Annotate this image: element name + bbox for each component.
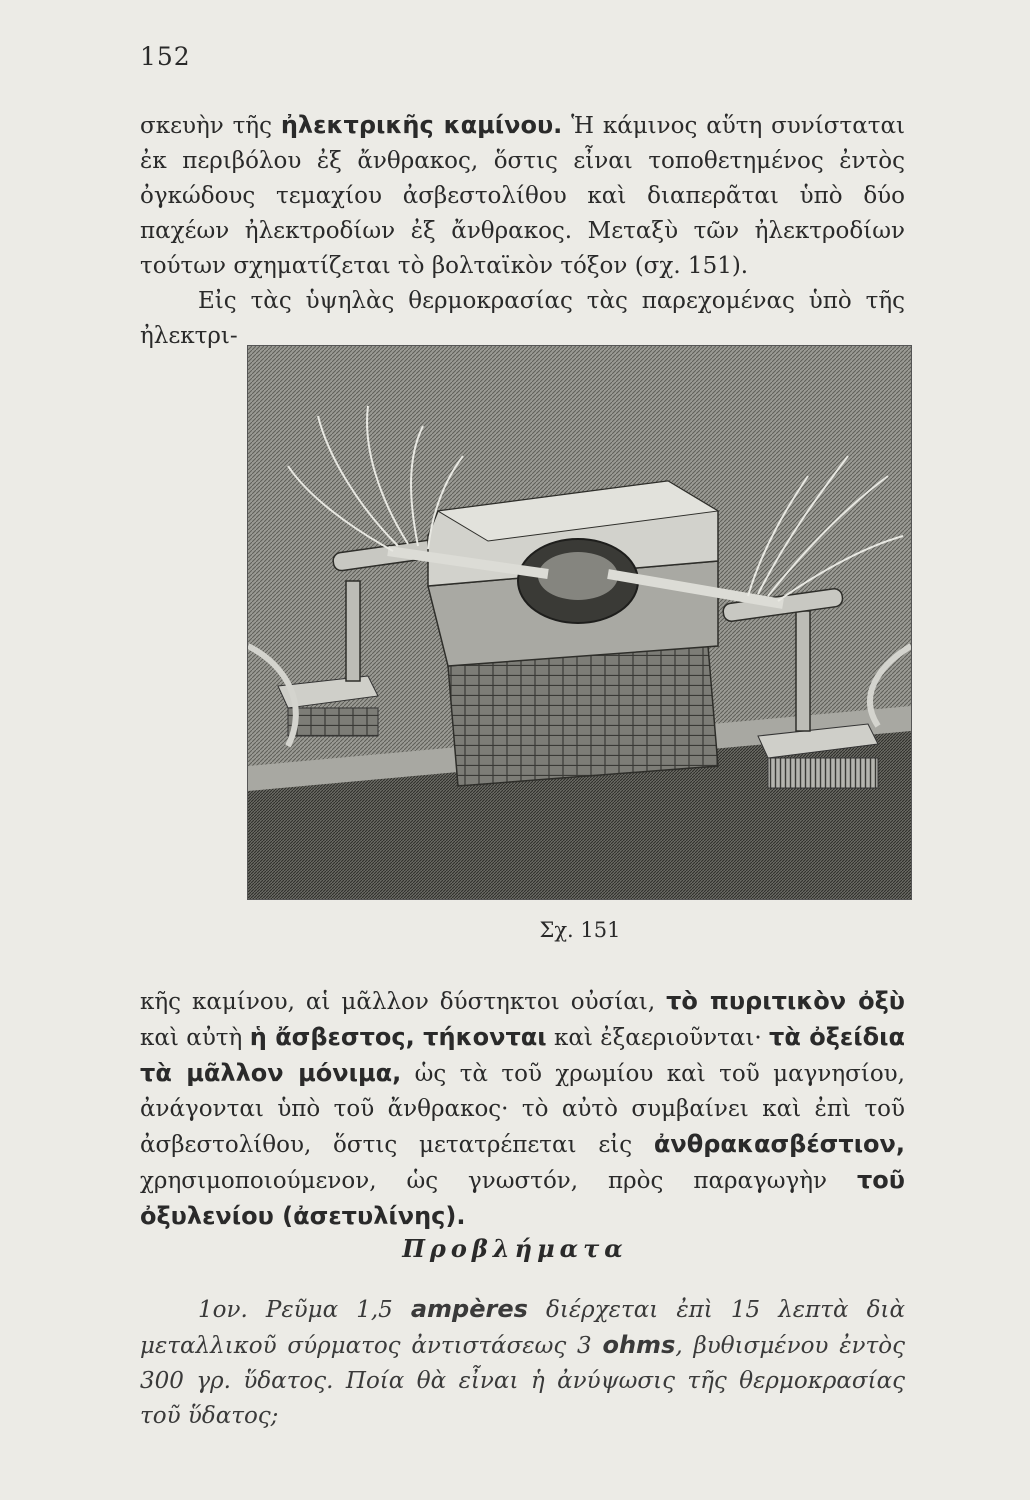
bold-term-stable-oxides: τὰ ὀξείδια τὰ μᾶλλον μόνιμα,: [140, 1023, 905, 1087]
unit-ohms: ohms: [602, 1331, 676, 1359]
second-paragraph-start: Εἰς τὰς ὑψηλὰς θερμοκρασίας τὰς παρεχομένας ὑπὸ τῆς ἠλεκτρι-: [140, 288, 905, 349]
mid-paragraph: κῆς καμίνου, αἱ μᾶλλον δύστηκτοι οὐσίαι, τὸ πυριτικὸν ὀξὺ καὶ αὐτὴ ἡ ἄσβεστος, τήκονται καὶ ἐξαεριοῦνται· τὰ ὀξείδια τὰ μᾶλλον μόνιμα, ὡς τὰ τοῦ χρωμίου καὶ τοῦ μαγνησίου, ἀνάγονται ὑπὸ τοῦ ἄνθρακος· τὸ αὐτὸ συμβαίνει καὶ ἐπὶ τοῦ ἀσβεστολίθου, ὅστις μετατρέπεται εἰς ἀνθρακασβέστιον, χρησιμοποιούμενον, ὡς γνωστόν, πρὸς παραγωγὴν τοῦ ὀξυλενίου (ἀσετυλίνης).: [140, 987, 905, 1230]
unit-amperes: ampères: [410, 1295, 528, 1323]
bold-term-acetylene: τοῦ ὀξυλενίου (ἀσετυλίνης).: [140, 1166, 905, 1230]
problems-block: [140, 1292, 905, 1434]
bold-term-calcium-carbide: ἀνθρακασβέστιον,: [653, 1130, 905, 1158]
figure-electric-furnace-engraving: [247, 345, 912, 900]
figure-caption: Σχ. 151: [539, 918, 621, 942]
bold-term-silica: τὸ πυριτικὸν ὀξὺ: [666, 987, 905, 1015]
top-paragraph: σκευὴν τῆς ἠλεκτρικῆς καμίνου. Ἡ κάμινος αὕτη συνίσταται ἐκ περιβόλου ἐξ ἄνθρακος, ὅστις εἶναι τοποθετημένος ἐντὸς ὀγκώδους τεμαχίου ἀσβεστολίθου καὶ διαπερᾶται ὑπὸ δύο παχέων ἠλεκτροδίων ἐξ ἄνθρακος. Μεταξὺ τῶν ἠλεκτροδίων τούτων σχηματίζεται τὸ βολταϊκὸν τόξον (σχ. 151).: [140, 111, 906, 279]
problem-1: 1ον. Ρεῦμα 1,5 ampères διέρχεται ἐπὶ 15 λεπτὰ διὰ μεταλλικοῦ σύρματος ἀντιστάσεως 3 ohms, βυθισμένου ἐντὸς 300 γρ. ὕδατος. Ποία θὰ εἶναι ἡ ἀνύψωσις τῆς θερμοκρασίας τοῦ ὕδατος;: [140, 1295, 905, 1429]
page-number: 152: [140, 42, 191, 71]
top-text-block: [140, 108, 905, 354]
problems-heading: Προβλήματα: [402, 1234, 628, 1263]
mid-text-block: [140, 984, 905, 1235]
bold-term-electric-furnace: ἠλεκτρικῆς καμίνου.: [280, 111, 563, 139]
bold-term-lime-melts: ἡ ἄσβεστος, τήκονται: [249, 1023, 547, 1051]
